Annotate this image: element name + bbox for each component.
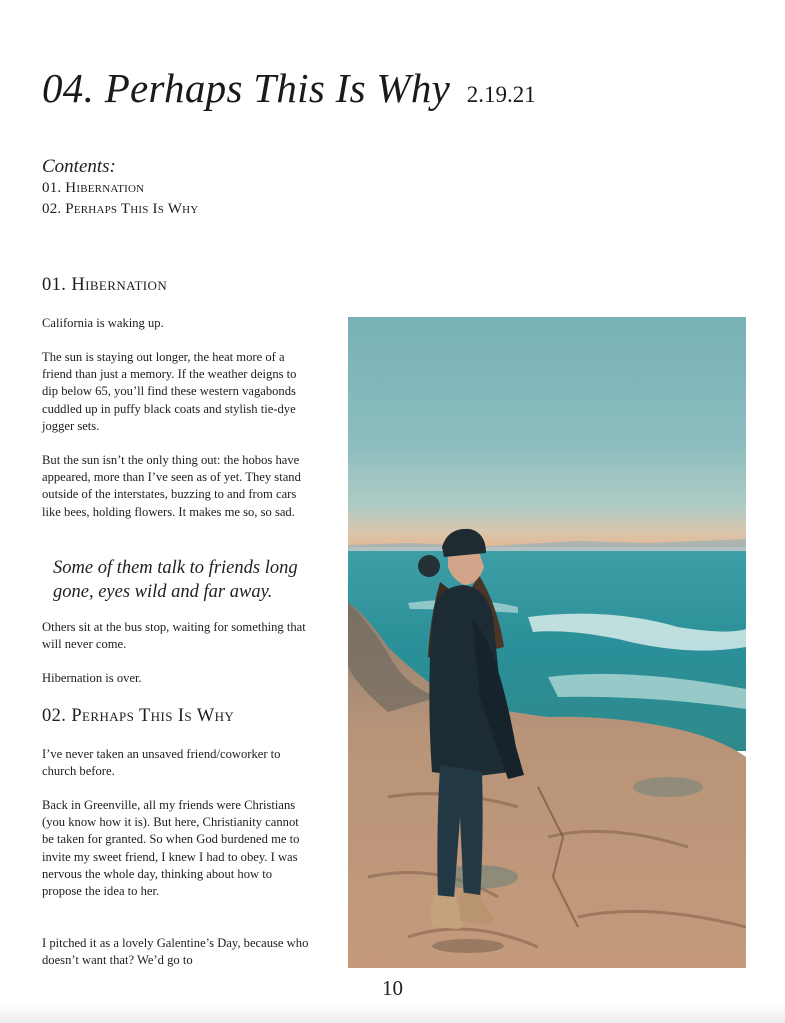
body-paragraph: California is waking up.: [42, 316, 164, 330]
body-paragraph: Hibernation is over.: [42, 671, 142, 685]
contents-label: Contents:: [42, 156, 116, 177]
contents-item-perhaps-this-is-why: 02. Perhaps This Is Why: [42, 201, 199, 217]
title-text: 04. Perhaps This Is Why: [42, 65, 451, 111]
section-heading-perhaps-this-is-why: 02. Perhaps This Is Why: [42, 706, 235, 726]
table-of-contents: [42, 156, 198, 220]
pull-quote: Some of them talk to friends long gone, eyes wild and far away.: [53, 558, 298, 602]
body-paragraph: I’ve never taken an unsaved friend/coworker to church before.: [42, 747, 281, 779]
bottom-edge: [0, 1005, 785, 1023]
contents-item-hibernation: 01. Hibernation: [42, 180, 145, 196]
body-paragraph: But the sun isn’t the only thing out: the hobos have appeared, more than I’ve seen as of yet. They stand outside of the interstates, buzzing to and from cars like bees, holding flowers. It makes me so, so sad.: [42, 453, 301, 519]
body-paragraph: Others sit at the bus stop, waiting for something that will never come.: [42, 620, 306, 652]
body-paragraph: Back in Greenville, all my friends were Christians (you know how it is). But here, Christianity cannot be taken for granted. So when God burdened me to invite my sweet friend, I knew I had to obey. I was nervous the whole day, thinking about how to propose the idea to her.: [42, 798, 300, 899]
title-date: 2.19.21: [466, 82, 536, 107]
page-number: 10: [382, 976, 403, 1000]
section-heading-hibernation: 01. Hibernation: [42, 275, 168, 295]
page-title: [42, 64, 536, 112]
body-paragraph: I pitched it as a lovely Galentine’s Day, because who doesn’t want that? We’d go to: [42, 936, 309, 968]
seaside-photo: [348, 317, 746, 968]
body-paragraph: The sun is staying out longer, the heat more of a friend than just a memory. If the weather deigns to dip below 65, you’ll find these western vagabonds cuddled up in puffy black coats and stylish tie-dye jogger sets.: [42, 350, 297, 433]
